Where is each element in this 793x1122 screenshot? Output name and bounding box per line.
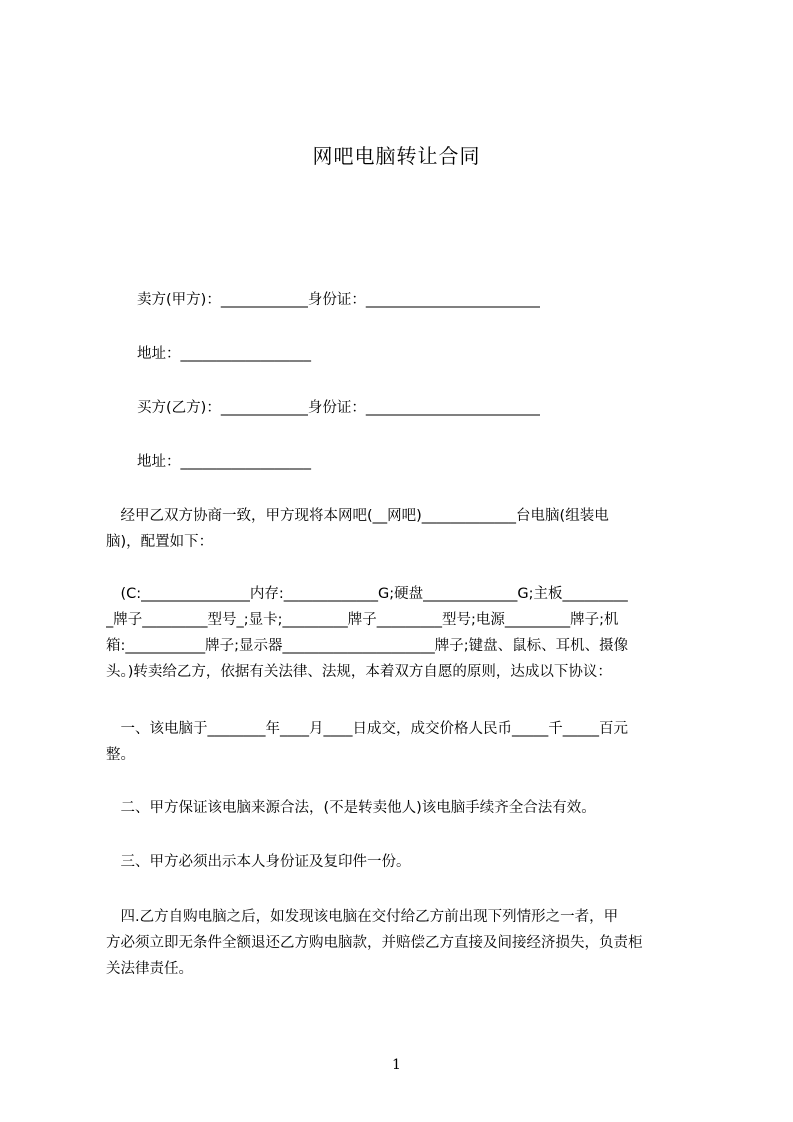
page-number: 1	[392, 1057, 401, 1073]
intro-paragraph	[106, 503, 700, 555]
config-line: _牌子_________型号_;显卡;_________牌子_________型号;电源_________牌子;机	[106, 612, 619, 628]
seller-line: 卖方(甲方)：____________身份证：________________________	[137, 292, 540, 308]
intro-line: 经甲乙双方协商一致，甲方现将本网吧(__网吧)_____________台电脑(组装电	[106, 508, 609, 524]
clause-four	[106, 904, 700, 982]
config-paragraph	[106, 581, 700, 685]
clause-four-line: 关法律责任。	[106, 961, 193, 977]
clause-one-line: 整。	[106, 747, 135, 763]
buyer-address: 地址：__________________	[137, 454, 311, 470]
clause-three-line: 三、甲方必须出示本人身份证及复印件一份。	[106, 854, 411, 870]
clause-two	[106, 795, 700, 821]
clause-three	[106, 849, 700, 875]
clause-two-line: 二、甲方保证该电脑来源合法，(不是转卖他人)该电脑手续齐全合法有效。	[106, 800, 596, 816]
config-line: 头。)转卖给乙方，依据有关法律、法规，本着双方自愿的原则，达成以下协议：	[106, 664, 612, 680]
config-line: 箱:___________牌子;显示器_____________________牌子;键盘、鼠标、耳机、摄像	[106, 638, 629, 654]
buyer-line: 买方(乙方)：____________身份证：________________________	[137, 400, 540, 416]
document-title: 网吧电脑转让合同	[312, 144, 481, 168]
config-line: (C:_______________内存:_____________G;硬盘_____________G;主板_________	[106, 586, 628, 602]
clause-one-line: 一、该电脑于________年____月____日成交，成交价格人民币_____千_____百元	[106, 721, 628, 737]
clause-four-line: 方必须立即无条件全额退还乙方购电脑款，并赔偿乙方直接及间接经济损失，负责柜	[106, 935, 643, 951]
clause-one	[106, 716, 700, 768]
clause-four-line: 四.乙方自购电脑之后，如发现该电脑在交付给乙方前出现下列情形之一者，甲	[106, 909, 619, 925]
seller-address: 地址：__________________	[137, 346, 311, 362]
intro-line: 脑)，配置如下：	[106, 534, 214, 550]
